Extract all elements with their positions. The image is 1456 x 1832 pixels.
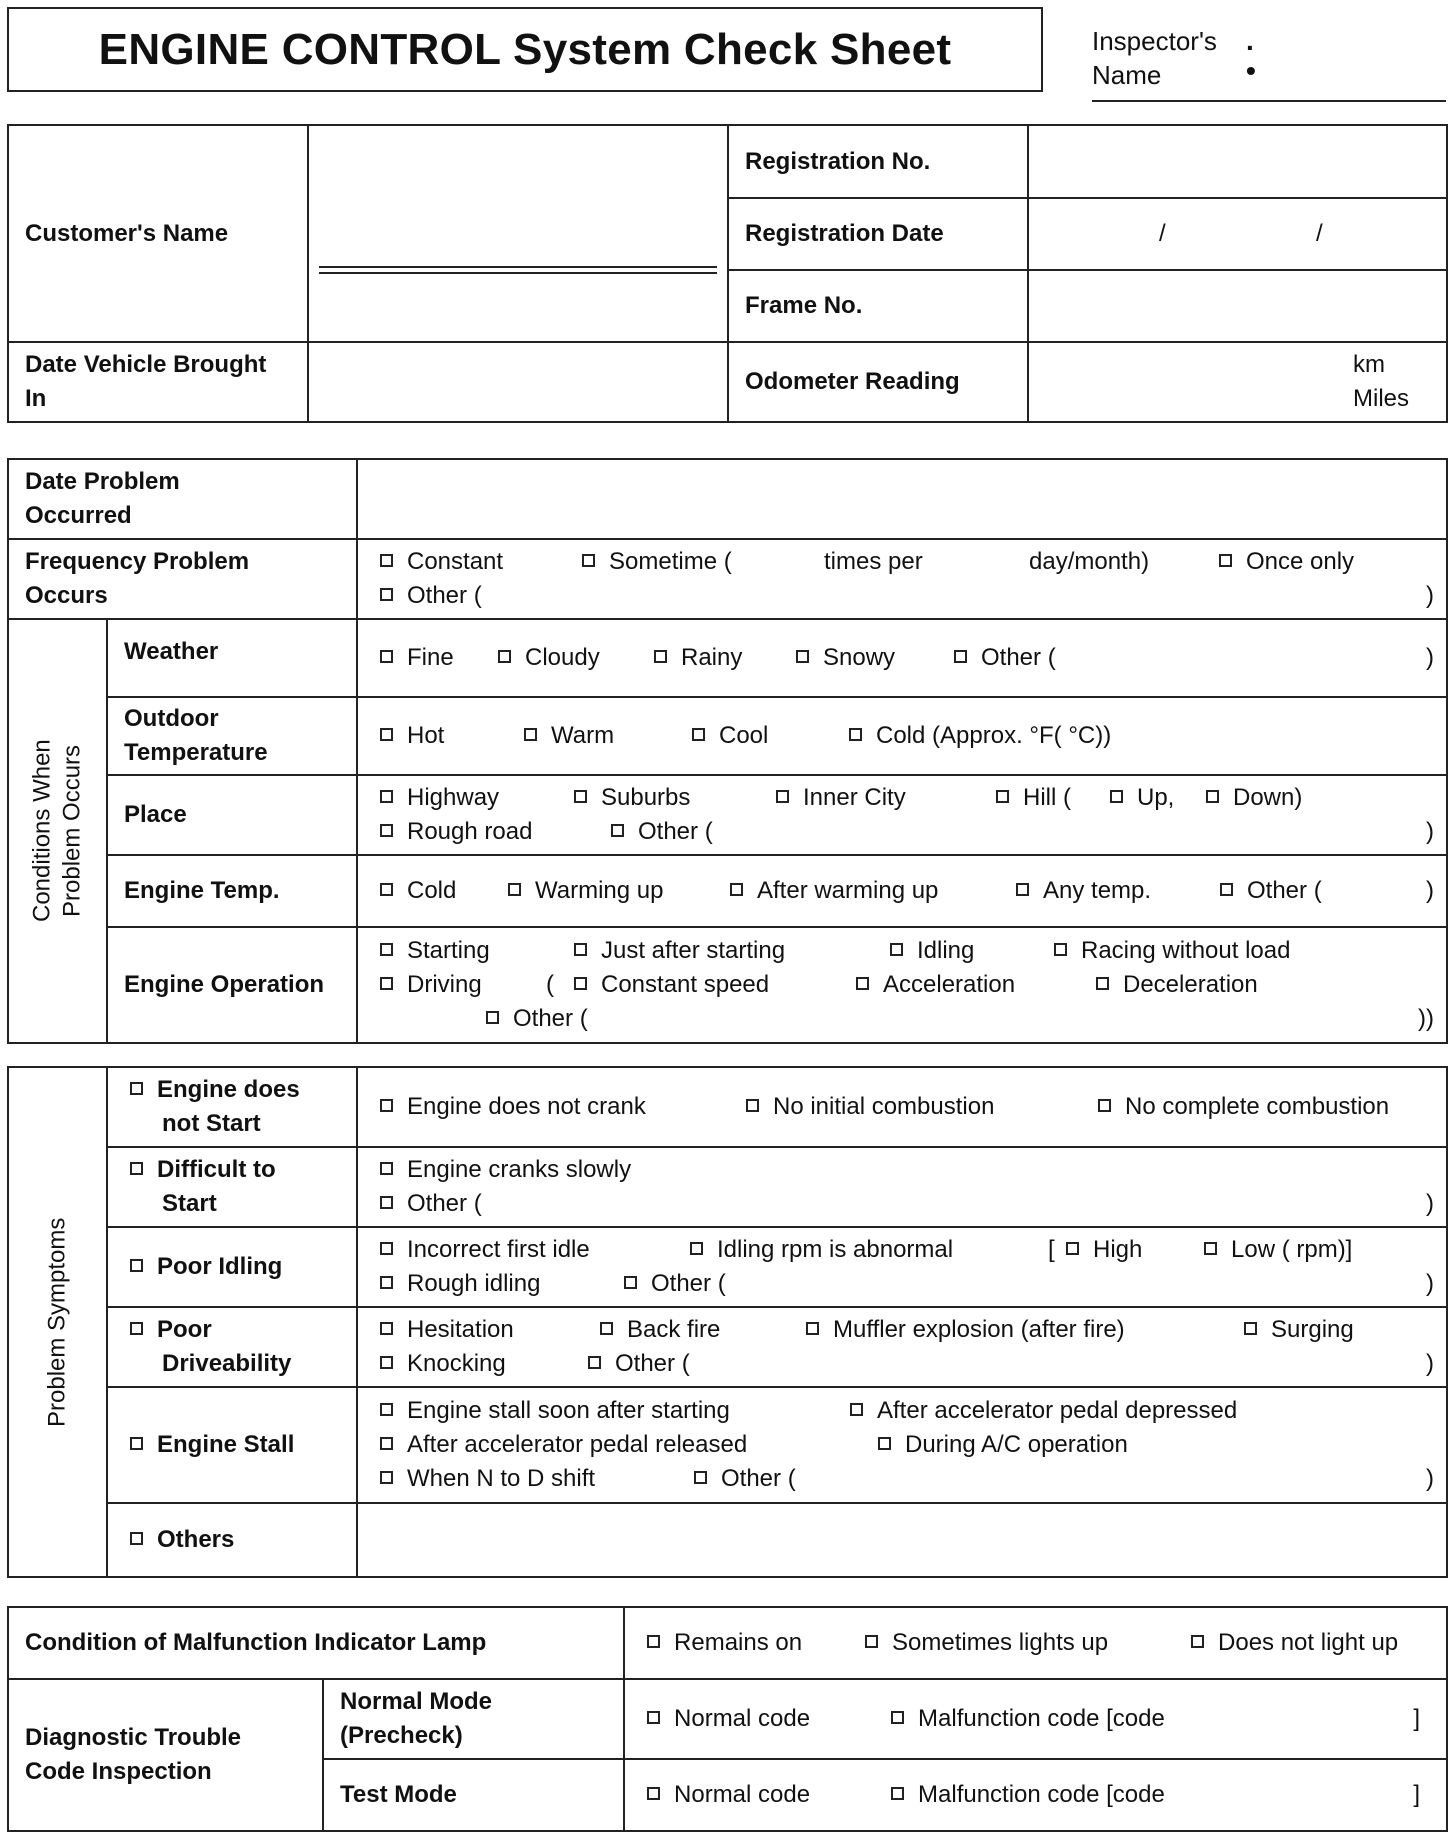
frequency-day-month: day/month) bbox=[1029, 548, 1150, 575]
normal-mode-label-2: (Precheck) bbox=[340, 1722, 463, 1749]
checkbox-icon[interactable] bbox=[878, 1437, 891, 1450]
checkbox-icon[interactable] bbox=[796, 650, 809, 663]
checkbox-icon[interactable] bbox=[890, 943, 903, 956]
checkbox-icon[interactable] bbox=[1219, 554, 1232, 567]
difficult-other[interactable]: Other ( bbox=[380, 1187, 482, 1221]
date-problem-field[interactable] bbox=[357, 459, 1447, 539]
checkbox-icon[interactable] bbox=[1206, 790, 1219, 803]
others-label bbox=[107, 1503, 357, 1577]
difficult-options bbox=[357, 1147, 1447, 1227]
checkbox-icon[interactable] bbox=[380, 790, 393, 803]
checkbox-icon[interactable] bbox=[1098, 1099, 1111, 1112]
engine-operation-options bbox=[357, 927, 1447, 1043]
conditions-table bbox=[7, 458, 1448, 1044]
checkbox-icon[interactable] bbox=[1066, 1242, 1079, 1255]
date-slash-1: / bbox=[1159, 220, 1166, 247]
checkbox-icon[interactable] bbox=[380, 1356, 393, 1369]
checkbox-icon[interactable] bbox=[1110, 790, 1123, 803]
checkbox-icon[interactable] bbox=[380, 650, 393, 663]
checkbox-icon[interactable] bbox=[130, 1082, 143, 1095]
conditions-group-label-2: Problem Occurs bbox=[58, 744, 86, 918]
frequency-label bbox=[8, 539, 357, 619]
difficult-cranks-slowly[interactable]: Engine cranks slowly bbox=[380, 1153, 631, 1187]
stall-ac[interactable]: During A/C operation bbox=[878, 1428, 1128, 1462]
normal-mode-malfunction-code[interactable]: Malfunction code [code bbox=[891, 1702, 1165, 1736]
engine-temp-label: Engine Temp. bbox=[107, 855, 357, 927]
mil-remains-on[interactable]: Remains on bbox=[647, 1626, 802, 1660]
normal-mode-label bbox=[323, 1679, 624, 1759]
customer-name-double-line bbox=[319, 266, 717, 274]
checkbox-icon[interactable] bbox=[380, 1322, 393, 1335]
idling-abnormal[interactable]: Idling rpm is abnormal bbox=[690, 1233, 953, 1267]
checkbox-icon[interactable] bbox=[380, 1403, 393, 1416]
driveability-line2: Driveability bbox=[162, 1350, 292, 1377]
mil-label: Condition of Malfunction Indicator Lamp bbox=[8, 1607, 624, 1679]
temp-hot[interactable]: Hot bbox=[380, 719, 444, 753]
stall-soon-after[interactable]: Engine stall soon after starting bbox=[380, 1394, 730, 1428]
checkbox-icon[interactable] bbox=[574, 977, 587, 990]
checkbox-icon[interactable] bbox=[524, 728, 537, 741]
stall-released[interactable]: After accelerator pedal released bbox=[380, 1428, 747, 1462]
checkbox-icon[interactable] bbox=[806, 1322, 819, 1335]
drive-muffler[interactable]: Muffler explosion (after fire) bbox=[806, 1313, 1125, 1347]
checkbox-icon[interactable] bbox=[850, 1403, 863, 1416]
odometer-field[interactable] bbox=[1028, 342, 1447, 422]
op-acceleration[interactable]: Acceleration bbox=[856, 968, 1015, 1002]
frequency-other[interactable]: Other ( bbox=[380, 579, 482, 613]
frequency-label-1: Frequency Problem bbox=[25, 548, 250, 575]
checkbox-icon[interactable] bbox=[654, 650, 667, 663]
checkbox-icon[interactable] bbox=[865, 1635, 878, 1648]
idling-low[interactable]: Low ( rpm)] bbox=[1204, 1233, 1352, 1267]
checkbox-icon[interactable] bbox=[1016, 883, 1029, 896]
idling-bracket: [ bbox=[1048, 1236, 1055, 1263]
not-start-label bbox=[107, 1067, 357, 1147]
checkbox-icon[interactable] bbox=[1204, 1242, 1217, 1255]
weather-other[interactable]: Other ( bbox=[954, 641, 1056, 675]
checkbox-icon[interactable] bbox=[746, 1099, 759, 1112]
date-problem-label-2: Occurred bbox=[25, 502, 132, 529]
difficult-close-paren: ) bbox=[1426, 1190, 1434, 1217]
test-mode-malfunction-code[interactable]: Malfunction code [code bbox=[891, 1778, 1165, 1812]
checkbox-icon[interactable] bbox=[130, 1322, 143, 1335]
mil-sometimes[interactable]: Sometimes lights up bbox=[865, 1626, 1108, 1660]
weather-label: Weather bbox=[107, 619, 357, 697]
checkbox-icon[interactable] bbox=[776, 790, 789, 803]
date-brought-label-1: Date Vehicle Brought bbox=[25, 351, 267, 378]
normal-mode-close-bracket: ] bbox=[1413, 1705, 1421, 1732]
place-hill-down[interactable]: Down) bbox=[1206, 781, 1302, 815]
frequency-close-paren: ) bbox=[1426, 582, 1434, 609]
idling-high[interactable]: High bbox=[1066, 1233, 1142, 1267]
mil-options bbox=[624, 1607, 1447, 1679]
checkbox-icon[interactable] bbox=[380, 824, 393, 837]
op-driving[interactable]: Driving bbox=[380, 968, 482, 1002]
op-other[interactable]: Other ( bbox=[486, 1002, 588, 1036]
engine-stall-options bbox=[357, 1387, 1447, 1503]
driveability-options bbox=[357, 1307, 1447, 1387]
engine-stall-label-text: Engine Stall bbox=[157, 1431, 295, 1458]
engine-temp-other[interactable]: Other ( bbox=[1220, 874, 1322, 908]
not-start-line1: Engine does bbox=[130, 1073, 340, 1107]
frame-no-field[interactable] bbox=[1028, 270, 1447, 342]
checkbox-icon[interactable] bbox=[582, 554, 595, 567]
temp-warm[interactable]: Warm bbox=[524, 719, 614, 753]
checkbox-icon[interactable] bbox=[380, 1162, 393, 1175]
place-suburbs[interactable]: Suburbs bbox=[574, 781, 690, 815]
stall-depressed[interactable]: After accelerator pedal depressed bbox=[850, 1394, 1237, 1428]
stall-other[interactable]: Other ( bbox=[694, 1462, 796, 1496]
checkbox-icon[interactable] bbox=[380, 977, 393, 990]
not-start-options bbox=[357, 1067, 1447, 1147]
diagnostics-table bbox=[7, 1606, 1448, 1832]
frequency-times-per: times per bbox=[824, 548, 923, 575]
weather-snowy[interactable]: Snowy bbox=[796, 641, 895, 675]
checkbox-icon[interactable] bbox=[856, 977, 869, 990]
date-brought-field[interactable] bbox=[308, 342, 728, 422]
not-start-line2: not Start bbox=[162, 1110, 261, 1137]
idling-other[interactable]: Other ( bbox=[624, 1267, 726, 1301]
driveability-label bbox=[107, 1307, 357, 1387]
place-label: Place bbox=[107, 775, 357, 855]
checkbox-icon[interactable] bbox=[380, 1471, 393, 1484]
poor-idling-label bbox=[107, 1227, 357, 1307]
op-close-parens: )) bbox=[1418, 1005, 1434, 1032]
checkbox-icon[interactable] bbox=[574, 790, 587, 803]
op-deceleration[interactable]: Deceleration bbox=[1096, 968, 1258, 1002]
weather-rainy[interactable]: Rainy bbox=[654, 641, 742, 675]
date-problem-label-1: Date Problem bbox=[25, 468, 180, 495]
checkbox-icon[interactable] bbox=[690, 1242, 703, 1255]
frequency-label-2: Occurs bbox=[25, 582, 108, 609]
date-brought-label-2: In bbox=[25, 385, 47, 412]
vehicle-info-table bbox=[7, 124, 1448, 423]
registration-no-field[interactable] bbox=[1028, 125, 1447, 198]
driveability-line1: Poor bbox=[130, 1313, 340, 1347]
temp-cold[interactable]: Cold (Approx. °F( °C)) bbox=[849, 719, 1111, 753]
idling-close-paren: ) bbox=[1426, 1270, 1434, 1297]
checkbox-icon[interactable] bbox=[486, 1011, 499, 1024]
frequency-once-only[interactable]: Once only bbox=[1219, 545, 1354, 579]
test-mode-close-bracket: ] bbox=[1413, 1781, 1421, 1808]
checkbox-icon[interactable] bbox=[380, 1196, 393, 1209]
difficult-line2: Start bbox=[162, 1190, 217, 1217]
outdoor-temp-options bbox=[357, 697, 1447, 775]
test-mode-label: Test Mode bbox=[323, 1759, 624, 1831]
registration-no-label: Registration No. bbox=[728, 125, 1028, 198]
outdoor-temp-label bbox=[107, 697, 357, 775]
checkbox-icon[interactable] bbox=[954, 650, 967, 663]
registration-date-label: Registration Date bbox=[728, 198, 1028, 270]
engine-temp-after-warming[interactable]: After warming up bbox=[730, 874, 938, 908]
weather-close-paren: ) bbox=[1426, 644, 1434, 671]
checkbox-icon[interactable] bbox=[380, 1437, 393, 1450]
frequency-options bbox=[357, 539, 1447, 619]
checkbox-icon[interactable] bbox=[624, 1276, 637, 1289]
not-start-no-complete[interactable]: No complete combustion bbox=[1098, 1090, 1389, 1124]
difficult-line1: Difficult to bbox=[130, 1153, 340, 1187]
engine-temp-cold[interactable]: Cold bbox=[380, 874, 456, 908]
others-label-text: Others bbox=[157, 1526, 235, 1553]
place-hill[interactable]: Hill ( bbox=[996, 781, 1071, 815]
checkbox-icon[interactable] bbox=[611, 824, 624, 837]
place-close-paren: ) bbox=[1426, 818, 1434, 845]
checkbox-icon[interactable] bbox=[1096, 977, 1109, 990]
engine-stall-label bbox=[107, 1387, 357, 1503]
conditions-group-label-1: Conditions When bbox=[28, 739, 56, 923]
inspector-sep-2: • bbox=[1246, 55, 1256, 86]
engine-temp-options bbox=[357, 855, 1447, 927]
inspector-name-line[interactable] bbox=[1092, 100, 1446, 102]
checkbox-icon[interactable] bbox=[508, 883, 521, 896]
inspector-sep-1: . bbox=[1246, 25, 1254, 56]
test-mode-options bbox=[624, 1759, 1447, 1831]
test-mode-normal-code[interactable]: Normal code bbox=[647, 1778, 810, 1812]
frequency-constant[interactable]: Constant bbox=[380, 545, 503, 579]
registration-date-field[interactable] bbox=[1028, 198, 1447, 270]
checkbox-icon[interactable] bbox=[1220, 883, 1233, 896]
checkbox-icon[interactable] bbox=[600, 1322, 613, 1335]
checkbox-icon[interactable] bbox=[380, 728, 393, 741]
mil-does-not-light[interactable]: Does not light up bbox=[1191, 1626, 1398, 1660]
inspector-label-line1: Inspector's bbox=[1092, 26, 1217, 56]
checkbox-icon[interactable] bbox=[380, 1242, 393, 1255]
op-racing[interactable]: Racing without load bbox=[1054, 934, 1290, 968]
weather-options bbox=[357, 619, 1447, 697]
place-hill-up[interactable]: Up, bbox=[1110, 781, 1174, 815]
dtc-label-2: Code Inspection bbox=[25, 1758, 212, 1785]
place-other[interactable]: Other ( bbox=[611, 815, 713, 849]
weather-fine[interactable]: Fine bbox=[380, 641, 454, 675]
poor-idling-options bbox=[357, 1227, 1447, 1307]
checkbox-icon[interactable] bbox=[498, 650, 511, 663]
drive-close-paren: ) bbox=[1426, 1350, 1434, 1377]
dtc-label bbox=[8, 1679, 323, 1831]
checkbox-icon[interactable] bbox=[891, 1711, 904, 1724]
idling-rough[interactable]: Rough idling bbox=[380, 1267, 540, 1301]
checkbox-icon[interactable] bbox=[380, 1099, 393, 1112]
inspector-separator bbox=[1246, 26, 1256, 86]
checkbox-icon[interactable] bbox=[130, 1162, 143, 1175]
stall-close-paren: ) bbox=[1426, 1465, 1434, 1492]
op-idling[interactable]: Idling bbox=[890, 934, 974, 968]
checkbox-icon[interactable] bbox=[996, 790, 1009, 803]
others-field[interactable] bbox=[357, 1503, 1447, 1577]
drive-surging[interactable]: Surging bbox=[1244, 1313, 1354, 1347]
engine-temp-close-paren: ) bbox=[1426, 877, 1434, 904]
checkbox-icon[interactable] bbox=[380, 554, 393, 567]
checkbox-icon[interactable] bbox=[849, 728, 862, 741]
checkbox-icon[interactable] bbox=[692, 728, 705, 741]
checkbox-icon[interactable] bbox=[647, 1635, 660, 1648]
checkbox-icon[interactable] bbox=[694, 1471, 707, 1484]
checkbox-icon[interactable] bbox=[588, 1356, 601, 1369]
odometer-miles: Miles bbox=[1353, 385, 1410, 412]
checkbox-icon[interactable] bbox=[380, 1276, 393, 1289]
stall-n-to-d[interactable]: When N to D shift bbox=[380, 1462, 595, 1496]
checkbox-icon[interactable] bbox=[380, 588, 393, 601]
checkbox-icon[interactable] bbox=[1191, 1635, 1204, 1648]
poor-idling-label-text: Poor Idling bbox=[157, 1253, 283, 1280]
checkbox-icon[interactable] bbox=[647, 1711, 660, 1724]
engine-temp-any[interactable]: Any temp. bbox=[1016, 874, 1151, 908]
normal-mode-normal-code[interactable]: Normal code bbox=[647, 1702, 810, 1736]
date-brought-label bbox=[8, 342, 308, 422]
checkbox-icon[interactable] bbox=[130, 1437, 143, 1450]
checkbox-icon[interactable] bbox=[647, 1787, 660, 1800]
op-constant-speed[interactable]: Constant speed bbox=[574, 968, 769, 1002]
customer-name-field[interactable] bbox=[308, 125, 728, 342]
outdoor-temp-label-1: Outdoor bbox=[124, 705, 219, 732]
op-open-paren: ( bbox=[546, 971, 554, 998]
drive-hesitation[interactable]: Hesitation bbox=[380, 1313, 514, 1347]
inspector-label bbox=[1092, 24, 1217, 92]
inspector-label-line2: Name bbox=[1092, 60, 1162, 90]
checkbox-icon[interactable] bbox=[130, 1259, 143, 1272]
difficult-label bbox=[107, 1147, 357, 1227]
checkbox-icon[interactable] bbox=[1244, 1322, 1257, 1335]
checkbox-icon[interactable] bbox=[730, 883, 743, 896]
normal-mode-label-1: Normal Mode bbox=[340, 1688, 493, 1715]
frequency-sometime[interactable]: Sometime ( bbox=[582, 545, 732, 579]
not-start-no-initial[interactable]: No initial combustion bbox=[746, 1090, 994, 1124]
checkbox-icon[interactable] bbox=[380, 883, 393, 896]
weather-cloudy[interactable]: Cloudy bbox=[498, 641, 600, 675]
place-inner-city[interactable]: Inner City bbox=[776, 781, 906, 815]
symptoms-group-label: Problem Symptoms bbox=[8, 1067, 107, 1577]
place-options bbox=[357, 775, 1447, 855]
op-starting[interactable]: Starting bbox=[380, 934, 490, 968]
outdoor-temp-label-2: Temperature bbox=[124, 739, 268, 766]
dtc-label-1: Diagnostic Trouble bbox=[25, 1724, 242, 1751]
checkbox-icon[interactable] bbox=[130, 1532, 143, 1545]
drive-knocking[interactable]: Knocking bbox=[380, 1347, 506, 1381]
op-just-after[interactable]: Just after starting bbox=[574, 934, 785, 968]
place-rough-road[interactable]: Rough road bbox=[380, 815, 532, 849]
symptoms-table bbox=[7, 1066, 1448, 1578]
engine-temp-warming-up[interactable]: Warming up bbox=[508, 874, 663, 908]
engine-operation-label: Engine Operation bbox=[107, 927, 357, 1043]
place-highway[interactable]: Highway bbox=[380, 781, 499, 815]
not-start-no-crank[interactable]: Engine does not crank bbox=[380, 1090, 646, 1124]
checkbox-icon[interactable] bbox=[574, 943, 587, 956]
drive-back-fire[interactable]: Back fire bbox=[600, 1313, 720, 1347]
date-slash-2: / bbox=[1316, 220, 1323, 247]
idling-incorrect[interactable]: Incorrect first idle bbox=[380, 1233, 590, 1267]
checkbox-icon[interactable] bbox=[1054, 943, 1067, 956]
checkbox-icon[interactable] bbox=[380, 943, 393, 956]
customer-name-label: Customer's Name bbox=[8, 125, 308, 342]
conditions-group-label bbox=[8, 619, 107, 1043]
page-title: ENGINE CONTROL System Check Sheet bbox=[98, 24, 952, 74]
checkbox-icon[interactable] bbox=[891, 1787, 904, 1800]
temp-cool[interactable]: Cool bbox=[692, 719, 768, 753]
drive-other[interactable]: Other ( bbox=[588, 1347, 690, 1381]
odometer-label: Odometer Reading bbox=[728, 342, 1028, 422]
frame-no-label: Frame No. bbox=[728, 270, 1028, 342]
odometer-km: km bbox=[1353, 351, 1385, 378]
date-problem-label bbox=[8, 459, 357, 539]
title-box bbox=[7, 7, 1043, 92]
normal-mode-options bbox=[624, 1679, 1447, 1759]
